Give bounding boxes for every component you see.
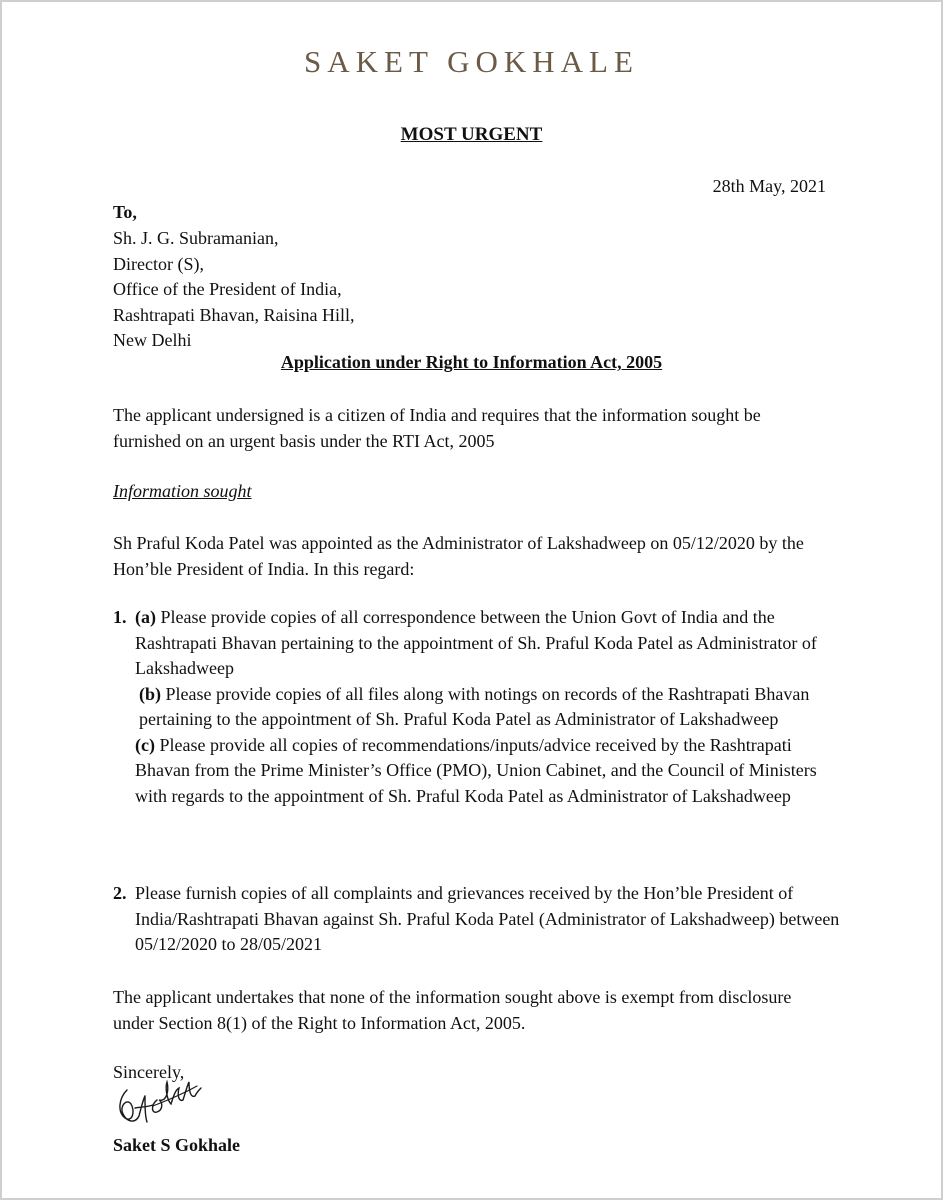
item-part-a [135, 605, 843, 682]
part-label: (b) [139, 683, 161, 704]
information-sought-heading: Information sought [113, 481, 252, 501]
recipient-salutation: To, [113, 202, 137, 222]
item-number: 2. [113, 883, 127, 903]
item-part-c [135, 733, 843, 810]
address-line: Sh. J. G. Subramanian, [113, 228, 279, 248]
urgency-heading: MOST URGENT [400, 124, 543, 145]
request-item-1 [113, 605, 843, 809]
item-body [135, 605, 843, 809]
signer-name: Saket S Gokhale [113, 1135, 241, 1155]
part-text: Please provide all copies of recommendations/inputs/advice received by the Rashtrapati Bhavan from the Prime Minister’s Office (PMO), Union Cabinet, and the Council of Ministers with regards to the appointment of Sh. Praful Koda Patel as Administrator of Lakshadweep [135, 734, 817, 806]
part-label: (a) [135, 607, 156, 627]
item-number: 1. [113, 607, 127, 627]
address-line: New Delhi [113, 330, 192, 350]
item-text: Please furnish copies of all complaints and grievances received by the Hon’ble President of India/Rashtrapati Bhavan against Sh. Praful Koda Patel (Administrator of Lakshadweep) between 05/12/2020 to 28/05/2021 [135, 883, 840, 954]
part-text: Please provide copies of all correspondence between the Union Govt of India and the Rashtrapati Bhavan pertaining to the appointment of Sh. Praful Koda Patel as Administrator of Lakshadweep [135, 607, 817, 678]
part-label: (c) [135, 734, 155, 755]
address-line: Director (S), [113, 253, 204, 274]
handwritten-signature [105, 1060, 215, 1145]
recipient-address [113, 226, 354, 354]
subject-line: Application under Right to Information Act, 2005 [280, 352, 663, 372]
part-text: Please provide copies of all files along with notings on records of the Rashtrapati Bhavan pertaining to the appointment of Sh. Praful Koda Patel as Administrator of Lakshadweep [139, 683, 810, 729]
letterhead-name: SAKET GOKHALE [304, 44, 639, 79]
address-line: Office of the President of India, [113, 279, 342, 299]
address-line: Rashtrapati Bhavan, Raisina Hill, [113, 304, 355, 325]
closing-paragraph: The applicant undertakes that none of the information sought above is exempt from disclosure under Section 8(1) of the Right to Information Act, 2005. [113, 987, 792, 1033]
letter-date: 28th May, 2021 [712, 176, 826, 196]
intro-paragraph: The applicant undersigned is a citizen of India and requires that the information sought be furnished on an urgent basis under the RTI Act, 2005 [113, 405, 761, 451]
item-part-b [135, 682, 843, 733]
request-item-2 [113, 881, 843, 958]
context-paragraph: Sh Praful Koda Patel was appointed as the Administrator of Lakshadweep on 05/12/2020 by the Hon’ble President of India. In this regard: [113, 533, 804, 579]
sign-off: Sincerely, [113, 1062, 185, 1082]
